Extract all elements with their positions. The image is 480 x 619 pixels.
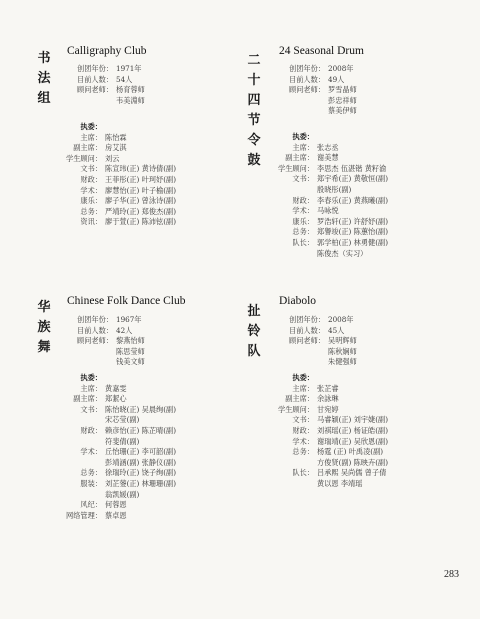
committee-member-line: 李思杰 伍湛锴 黄籽渝 bbox=[317, 163, 387, 173]
info-label: 目前人数： bbox=[289, 74, 325, 84]
committee-role: 学生顾问： bbox=[66, 153, 102, 163]
club-committee bbox=[48, 373, 176, 521]
committee-row bbox=[48, 426, 176, 447]
title-char: 组 bbox=[37, 91, 51, 106]
committee-member-line: 杨霆 (正) 叶禹凌(副) bbox=[317, 447, 384, 457]
committee-member-line: 殷晓彤(副) bbox=[317, 184, 352, 194]
committee-member-line: 宋芯莹(副) bbox=[105, 415, 140, 425]
committee-row bbox=[260, 426, 388, 437]
info-value-line: 1971年 bbox=[116, 64, 142, 73]
title-char: 队 bbox=[247, 344, 261, 359]
committee-role: 财政： bbox=[292, 425, 314, 435]
committee-member-line: 方俊贤(副) 陈映卉(副) bbox=[317, 457, 389, 467]
committee-member-line: 郑宇希(正) 黄敬恒(副) bbox=[317, 174, 389, 184]
club-info bbox=[279, 315, 357, 368]
info-label: 顾问老师： bbox=[289, 85, 325, 95]
committee-role: 财政： bbox=[292, 195, 314, 205]
info-value-line: 韦美淵师 bbox=[116, 95, 145, 105]
committee-member-line: 黄以恩 李靖瑶 bbox=[317, 478, 363, 488]
committee-member-line: 翁凯媛(副) bbox=[105, 489, 140, 499]
committee-member-line: 甘宛婷 bbox=[317, 404, 339, 414]
committee-row bbox=[48, 394, 176, 405]
committee-members bbox=[314, 227, 388, 238]
committee-role: 康乐： bbox=[80, 196, 102, 206]
info-value bbox=[113, 64, 141, 75]
committee-members bbox=[314, 468, 386, 489]
title-char: 令 bbox=[247, 133, 261, 148]
info-row bbox=[67, 75, 145, 86]
committee-member-line: 马咏悦 bbox=[317, 206, 339, 216]
committee-role: 服装： bbox=[80, 478, 102, 488]
title-char: 节 bbox=[247, 113, 261, 128]
committee-member-line: 彭靖涵(副) 张静仪(副) bbox=[105, 457, 177, 467]
info-label: 创团年份： bbox=[289, 64, 325, 73]
committee-row bbox=[260, 415, 388, 426]
committee-member-line: 吕承熙 吴尚儒 曾子倩 bbox=[317, 468, 387, 478]
committee-member-line: 符斐倩(副) bbox=[105, 436, 140, 446]
info-value bbox=[113, 315, 141, 326]
info-row bbox=[279, 64, 357, 75]
committee-row bbox=[260, 227, 388, 238]
title-char: 铃 bbox=[247, 324, 261, 339]
committee-row bbox=[260, 384, 388, 395]
committee-role: 学生顾问： bbox=[278, 404, 314, 414]
committee-row bbox=[48, 511, 176, 522]
title-char: 二 bbox=[247, 53, 261, 68]
committee-row bbox=[260, 468, 388, 489]
info-row bbox=[279, 326, 357, 337]
committee-role: 财政： bbox=[80, 425, 102, 435]
committee-row bbox=[260, 206, 388, 217]
committee-member-line: 谢美慧 bbox=[317, 153, 339, 163]
committee-members bbox=[314, 415, 388, 426]
info-value bbox=[325, 64, 353, 75]
club-title: 24 Seasonal Drum bbox=[279, 45, 364, 57]
title-char: 鼓 bbox=[247, 153, 261, 168]
committee-member-line: 何蓉恩 bbox=[105, 500, 127, 510]
committee-role: 学术： bbox=[292, 206, 314, 216]
committee-member-line: 严靖玲(正) 郑俊杰(副) bbox=[105, 206, 177, 216]
committee-members bbox=[314, 437, 388, 448]
committee-role: 学术： bbox=[292, 436, 314, 446]
info-label: 顾问老师： bbox=[289, 336, 325, 346]
club-committee bbox=[260, 132, 388, 259]
committee-member-line: 陈宣玮(正) 黄诗倩(副) bbox=[105, 164, 177, 174]
committee-members bbox=[102, 394, 127, 405]
title-char: 族 bbox=[37, 320, 51, 335]
committee-member-line: 廖于萱(正) 陈沛铉(副) bbox=[105, 217, 177, 227]
committee-members bbox=[314, 164, 386, 175]
committee-members bbox=[102, 426, 176, 447]
committee-members bbox=[102, 143, 127, 154]
committee-members bbox=[314, 196, 388, 207]
committee-role: 队长： bbox=[292, 468, 314, 478]
committee-row bbox=[48, 468, 176, 479]
committee-members bbox=[102, 186, 176, 197]
info-value-line: 49人 bbox=[328, 74, 345, 84]
committee-member-line: 刘祺瑶(正) 杨证皓(副) bbox=[317, 425, 389, 435]
club-committee bbox=[48, 122, 176, 228]
info-value bbox=[325, 336, 357, 368]
committee-members bbox=[102, 384, 127, 395]
committee-role: 主席： bbox=[292, 383, 314, 393]
committee-member-line: 张芷睿 bbox=[317, 383, 339, 393]
committee-member-line: 房艾淇 bbox=[105, 143, 127, 153]
committee-member-line: 廖慧怡(正) 叶子榆(副) bbox=[105, 185, 177, 195]
committee-member-line: 余詠琳 bbox=[317, 394, 339, 404]
committee-role: 资讯： bbox=[80, 217, 102, 227]
committee-role: 队长： bbox=[292, 237, 314, 247]
committee-row bbox=[260, 405, 388, 416]
committee-members bbox=[102, 133, 127, 144]
committee-role: 文书： bbox=[292, 415, 314, 425]
committee-member-line: 徐瑞玲(正) 饶子绚(副) bbox=[105, 468, 177, 478]
committee-member-line: 刘云 bbox=[105, 153, 120, 163]
committee-members bbox=[102, 196, 176, 207]
committee-row bbox=[260, 217, 388, 228]
club-title: Chinese Folk Dance Club bbox=[67, 295, 186, 307]
info-value-line: 彭忠祥师 bbox=[328, 95, 357, 105]
committee-members bbox=[102, 207, 176, 218]
info-value-line: 2008年 bbox=[328, 315, 354, 324]
committee-members bbox=[102, 468, 176, 479]
info-label: 目前人数： bbox=[77, 74, 113, 84]
club-info bbox=[67, 64, 145, 106]
info-label: 顾问老师： bbox=[77, 85, 113, 95]
info-label: 创团年份： bbox=[77, 315, 113, 324]
info-row bbox=[279, 336, 357, 368]
committee-members bbox=[314, 153, 339, 164]
info-row bbox=[67, 85, 145, 106]
committee-member-line: 赖彦怡(正) 陈芷晴(副) bbox=[105, 425, 177, 435]
club-vertical-title bbox=[246, 302, 262, 362]
info-value bbox=[325, 315, 353, 326]
info-value-line: 陈思莹师 bbox=[116, 346, 145, 356]
committee-heading: 执委： bbox=[292, 132, 314, 141]
committee-member-line: 郑譽竣(正) 陈蕙怡(副) bbox=[317, 227, 389, 237]
committee-members bbox=[102, 405, 176, 426]
info-value-line: 蔡美伊师 bbox=[328, 106, 357, 116]
info-value-line: 2008年 bbox=[328, 64, 354, 73]
committee-member-line: 王菲彤(正) 叶珂妤(副) bbox=[105, 174, 177, 184]
committee-role: 总务： bbox=[292, 447, 314, 457]
title-char: 十 bbox=[247, 73, 261, 88]
committee-row bbox=[260, 143, 388, 154]
info-label: 目前人数： bbox=[77, 325, 113, 335]
info-label: 顾问老师： bbox=[77, 336, 113, 346]
committee-role: 主席： bbox=[80, 132, 102, 142]
info-value bbox=[113, 336, 145, 368]
committee-members bbox=[102, 479, 176, 500]
committee-member-line: 丘怡珊(正) 李可韶(副) bbox=[105, 447, 177, 457]
committee-members bbox=[314, 238, 388, 259]
info-value bbox=[325, 75, 344, 86]
info-row bbox=[67, 64, 145, 75]
committee-row bbox=[48, 479, 176, 500]
title-char: 四 bbox=[247, 93, 261, 108]
info-value bbox=[113, 85, 145, 106]
info-value-line: 1967年 bbox=[116, 315, 142, 324]
info-value-line: 45人 bbox=[328, 325, 345, 335]
info-value bbox=[113, 326, 132, 337]
info-row bbox=[279, 85, 357, 117]
committee-row bbox=[48, 133, 176, 144]
committee-members bbox=[102, 154, 119, 165]
committee-row bbox=[48, 175, 176, 186]
info-row bbox=[67, 326, 145, 337]
committee-members bbox=[102, 175, 176, 186]
committee-row bbox=[48, 405, 176, 426]
committee-members bbox=[314, 206, 339, 217]
info-row bbox=[279, 75, 357, 86]
committee-member-line: 陈怡晓(正) 吴晨绚(副) bbox=[105, 404, 177, 414]
info-value-line: 42人 bbox=[116, 325, 133, 335]
committee-row bbox=[260, 437, 388, 448]
info-value-line: 钱美文师 bbox=[116, 357, 145, 367]
title-char: 书 bbox=[37, 51, 51, 66]
committee-role: 主席： bbox=[80, 383, 102, 393]
committee-members bbox=[314, 174, 388, 195]
club-info bbox=[279, 64, 357, 117]
committee-role: 总务： bbox=[80, 468, 102, 478]
committee-row bbox=[48, 186, 176, 197]
committee-member-line: 马睿颖(正) 刘宇婕(副) bbox=[317, 415, 389, 425]
committee-row bbox=[48, 143, 176, 154]
committee-heading: 执委： bbox=[80, 122, 102, 131]
committee-member-line: 刘芷蓥(正) 林珊珊(副) bbox=[105, 478, 177, 488]
info-value bbox=[113, 75, 132, 86]
committee-members bbox=[102, 217, 176, 228]
committee-role: 副主席： bbox=[285, 394, 314, 404]
committee-row bbox=[260, 164, 388, 175]
committee-row bbox=[260, 196, 388, 207]
committee-members bbox=[314, 394, 339, 405]
committee-members bbox=[102, 164, 176, 175]
info-value-line: 杨育蓉师 bbox=[116, 85, 145, 95]
committee-row bbox=[48, 164, 176, 175]
committee-role: 主席： bbox=[292, 142, 314, 152]
info-value-line: 54人 bbox=[116, 74, 133, 84]
committee-row bbox=[260, 174, 388, 195]
committee-member-line: 郑絜心 bbox=[105, 394, 127, 404]
committee-row bbox=[48, 447, 176, 468]
committee-row bbox=[260, 447, 388, 468]
title-char: 舞 bbox=[37, 340, 51, 355]
committee-member-line: 郭学柏(正) 林勇健(副) bbox=[317, 237, 389, 247]
club-title: Calligraphy Club bbox=[67, 45, 147, 57]
committee-row bbox=[48, 207, 176, 218]
info-row bbox=[67, 315, 145, 326]
committee-role: 文书： bbox=[80, 404, 102, 414]
committee-row bbox=[48, 384, 176, 395]
committee-member-line: 陈俊杰（实习） bbox=[317, 248, 368, 258]
committee-member-line: 黄嘉雯 bbox=[105, 383, 127, 393]
info-value-line: 陈秋娴师 bbox=[328, 346, 357, 356]
info-value bbox=[325, 326, 344, 337]
info-label: 创团年份： bbox=[289, 315, 325, 324]
page-number: 283 bbox=[444, 569, 459, 580]
committee-role: 文书： bbox=[80, 164, 102, 174]
info-value-line: 朱健强师 bbox=[328, 357, 357, 367]
club-info bbox=[67, 315, 145, 368]
committee-role: 学生顾问： bbox=[278, 163, 314, 173]
club-vertical-title bbox=[36, 49, 52, 109]
info-row bbox=[279, 315, 357, 326]
committee-role: 副主席： bbox=[73, 394, 102, 404]
title-char: 法 bbox=[37, 71, 51, 86]
club-committee bbox=[260, 373, 388, 490]
committee-row bbox=[48, 500, 176, 511]
committee-role: 学术： bbox=[80, 185, 102, 195]
committee-role: 总务： bbox=[80, 206, 102, 216]
info-label: 创团年份： bbox=[77, 64, 113, 73]
committee-heading: 执委： bbox=[80, 373, 102, 382]
committee-members bbox=[314, 217, 388, 228]
committee-row bbox=[260, 394, 388, 405]
committee-role: 总务： bbox=[292, 227, 314, 237]
info-value-line: 黎燕怡师 bbox=[116, 336, 145, 346]
committee-heading: 执委： bbox=[292, 373, 314, 382]
committee-row bbox=[260, 238, 388, 259]
committee-role: 文书： bbox=[292, 174, 314, 184]
committee-members bbox=[102, 500, 127, 511]
committee-member-line: 廖子华(正) 曾泳诗(副) bbox=[105, 196, 177, 206]
committee-member-line: 罗浩轩(正) 许舒妤(副) bbox=[317, 216, 389, 226]
committee-role: 副主席： bbox=[73, 143, 102, 153]
committee-role: 风纪： bbox=[80, 500, 102, 510]
info-value-line: 罗雪晶师 bbox=[328, 85, 357, 95]
committee-row bbox=[48, 217, 176, 228]
committee-members bbox=[314, 143, 339, 154]
info-label: 目前人数： bbox=[289, 325, 325, 335]
committee-member-line: 张志丞 bbox=[317, 142, 339, 152]
committee-members bbox=[314, 447, 388, 468]
title-char: 扯 bbox=[247, 304, 261, 319]
committee-member-line: 谢瑞靖(正) 吴欣恩(副) bbox=[317, 436, 389, 446]
committee-members bbox=[314, 384, 339, 395]
info-value-line: 吴明辉师 bbox=[328, 336, 357, 346]
committee-member-line: 陈怡霖 bbox=[105, 132, 127, 142]
committee-row bbox=[48, 196, 176, 207]
committee-role: 学术： bbox=[80, 447, 102, 457]
committee-role: 康乐： bbox=[292, 216, 314, 226]
committee-members bbox=[102, 447, 176, 468]
club-vertical-title bbox=[36, 298, 52, 358]
committee-role: 网络管理： bbox=[66, 510, 102, 520]
committee-role: 财政： bbox=[80, 174, 102, 184]
committee-member-line: 蔡卓恩 bbox=[105, 510, 127, 520]
committee-members bbox=[314, 405, 339, 416]
info-value bbox=[325, 85, 357, 117]
committee-member-line: 李春乐(正) 黄燕曦(副) bbox=[317, 195, 389, 205]
committee-row bbox=[48, 154, 176, 165]
title-char: 华 bbox=[37, 300, 51, 315]
committee-role: 副主席： bbox=[285, 153, 314, 163]
info-row bbox=[67, 336, 145, 368]
committee-members bbox=[102, 511, 127, 522]
committee-row bbox=[260, 153, 388, 164]
committee-members bbox=[314, 426, 388, 437]
club-title: Diabolo bbox=[279, 295, 317, 307]
